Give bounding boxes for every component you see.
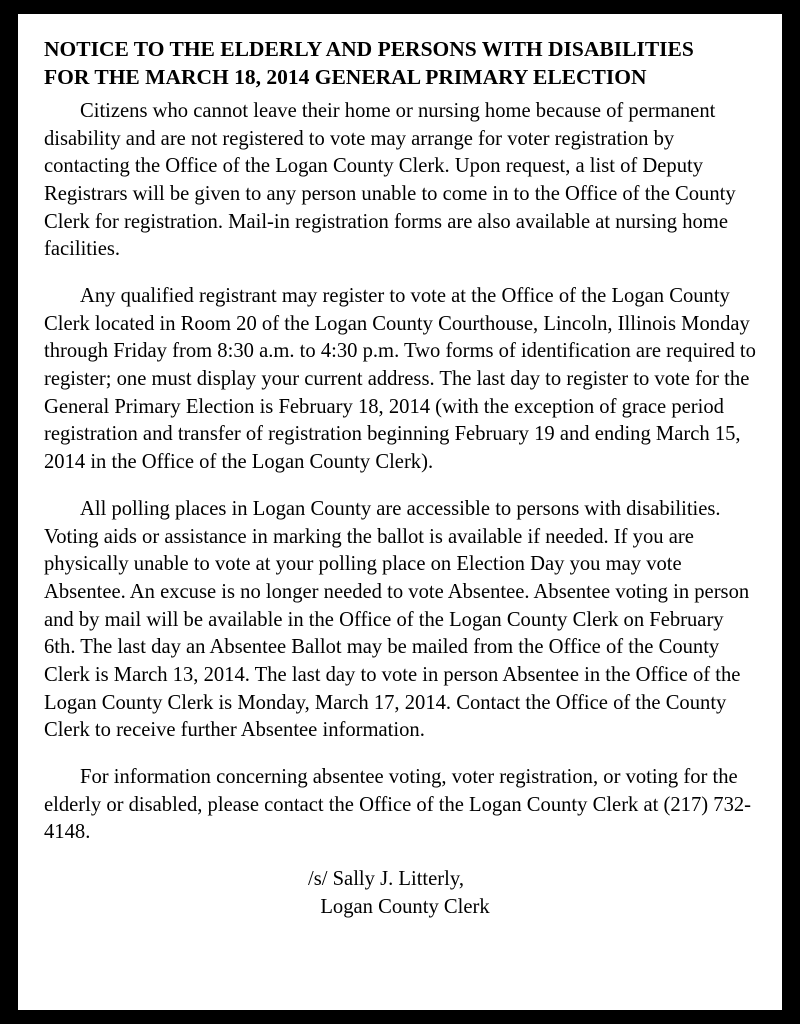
signature-name: /s/ Sally J. Litterly, xyxy=(308,868,464,891)
paragraph-registration-location: Any qualified registrant may register to vote at the Office of the Logan County Clerk located in Room 20 of the Logan County Courthouse, Lincoln, Illinois Monday through Friday from 8:30 a.m. to 4:30 p.m. Two forms of identification are required to register; one must display your current address. The last day to register to vote for the General Primary Election is February 18, 2014 (with the exception of grace period registration and transfer of registration beginning February 19 and ending March 15, 2014 in the Office of the Logan County Clerk). xyxy=(44,285,756,474)
page-title-line-1: NOTICE TO THE ELDERLY AND PERSONS WITH DISABILITIES xyxy=(44,37,694,61)
page-title xyxy=(44,36,756,92)
paragraph-registration-by-mail: Citizens who cannot leave their home or nursing home because of permanent disability and are not registered to vote may arrange for voter registration by contacting the Office of the Logan County Clerk. Upon request, a list of Deputy Registrars will be given to any person unable to come in to the Office of the County Clerk for registration. Mail-in registration forms are also available at nursing home facilities. xyxy=(44,99,736,261)
signature-role: Logan County Clerk xyxy=(320,895,490,918)
page-title-line-2: FOR THE MARCH 18, 2014 GENERAL PRIMARY ELECTION xyxy=(44,64,647,89)
paragraph-polling-accessibility: All polling places in Logan County are accessible to persons with disabilities. Voting aids or assistance in marking the ballot is available if needed. If you are physically unable to vote at your polling place on Election Day you may vote Absentee. An excuse is no longer needed to vote Absentee. Absentee voting in person and by mail will be available in the Office of the Logan County Clerk on February 6th. The last day an Absentee Ballot may be mailed from the Office of the County Clerk is March 13, 2014. The last day to vote in person Absentee in the Office of the Logan County Clerk is Monday, March 17, 2014. Contact the Office of the County Clerk to receive further Absentee information. xyxy=(44,497,750,742)
notice-sheet xyxy=(18,14,782,1010)
signature-block xyxy=(44,866,756,921)
paragraph-contact-information: For information concerning absentee voting, voter registration, or voting for the elderly or disabled, please contact the Office of the Logan County Clerk at (217) 732-4148. xyxy=(44,766,752,844)
